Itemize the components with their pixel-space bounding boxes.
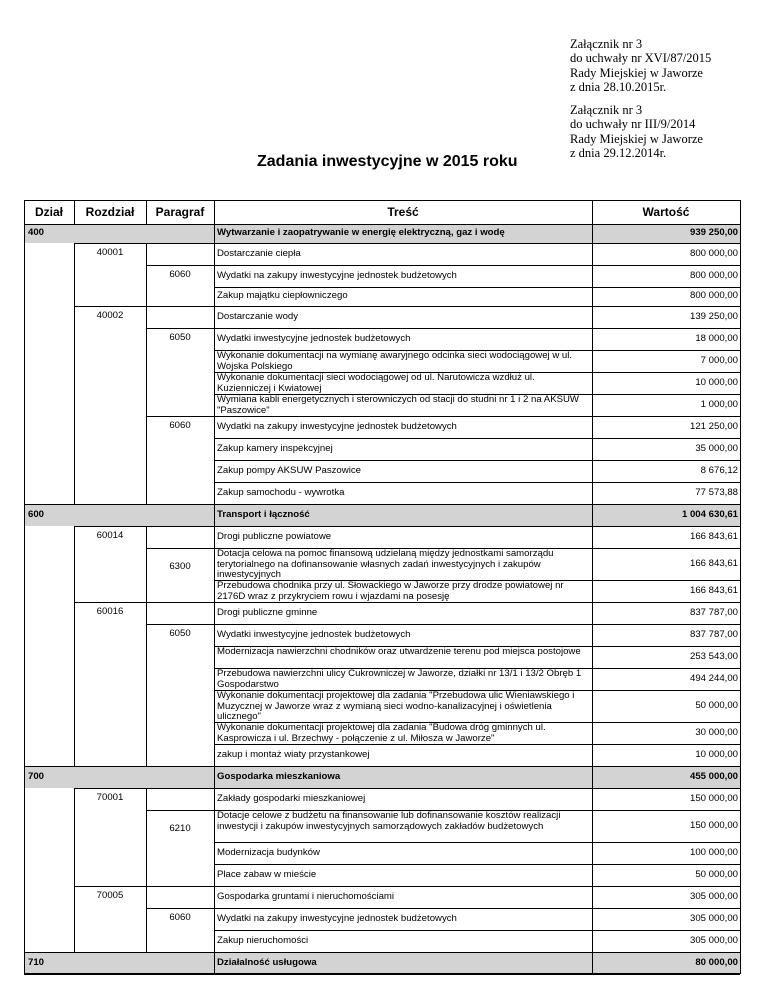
- code-cell: 6060: [169, 912, 191, 923]
- description-cell: [217, 886, 590, 908]
- column-divider: [74, 438, 75, 460]
- description-cell: [217, 646, 590, 668]
- attachment-line: do uchwały nr XVI/87/2015: [570, 51, 712, 66]
- column-divider: [74, 482, 75, 504]
- description-cell: [217, 766, 590, 788]
- description-cell: [217, 416, 590, 438]
- column-divider: [74, 394, 75, 416]
- column-divider: [146, 930, 147, 952]
- code-cell: 400: [28, 227, 45, 239]
- code-cell: 600: [28, 508, 45, 520]
- column-header-rozdzial: Rozdział: [85, 205, 135, 219]
- value-cell: 50 000,00: [695, 868, 738, 880]
- description-cell: [217, 908, 590, 930]
- column-divider: [74, 287, 75, 306]
- description-text: Wykonanie dokumentacji na wymianę awaryjnego odcinka sieci wodociągowej w ul. Wojska Polskiego: [217, 350, 573, 372]
- column-divider: [74, 864, 75, 886]
- value-cell: 455 000,00: [689, 770, 738, 782]
- code-cell: 70001: [96, 792, 124, 803]
- description-cell: [217, 526, 590, 548]
- description-text: Dotacja celowa na pomoc finansową udzielaną między jednostkami samorządu terytorialnego na dofinansowanie własnych zadań inwestycyjnych i zakupów inwestycyjnych: [217, 548, 554, 580]
- description-text: Drogi publiczne powiatowe: [217, 530, 332, 542]
- description-text: Modernizacja budynków: [217, 846, 320, 858]
- code-cell: 40001: [96, 247, 124, 258]
- column-divider: [74, 548, 75, 580]
- code-cell: 6210: [169, 823, 191, 834]
- description-cell: [217, 722, 590, 744]
- column-header-paragraf: Paragraf: [155, 205, 205, 219]
- description-cell: [217, 306, 590, 328]
- column-divider: [74, 580, 75, 602]
- description-text: Zakup kamery inspekcyjnej: [217, 442, 333, 454]
- column-divider: [74, 646, 75, 668]
- attachment-line: Rady Miejskiej w Jaworze: [570, 65, 703, 80]
- value-cell: 253 543,00: [689, 650, 738, 662]
- description-text: Gospodarka mieszkaniowa: [217, 770, 341, 782]
- column-divider: [146, 646, 147, 668]
- value-cell: 10 000,00: [695, 748, 738, 760]
- value-cell: 150 000,00: [689, 819, 738, 831]
- description-text: Działalność usługowa: [217, 956, 317, 968]
- column-divider: [146, 690, 147, 722]
- description-text: Zakup nieruchomości: [217, 934, 309, 946]
- attachment-note-2015: [570, 37, 711, 94]
- value-cell: 77 573,88: [695, 486, 738, 498]
- code-cell: 6060: [169, 269, 191, 280]
- value-cell: 35 000,00: [695, 442, 738, 454]
- description-text: Dostarczanie wody: [217, 310, 299, 322]
- description-cell: [217, 504, 590, 526]
- attachment-note-2014: [570, 103, 703, 160]
- column-divider: [24, 200, 25, 974]
- column-divider: [74, 722, 75, 744]
- description-cell: [217, 328, 590, 350]
- column-divider: [146, 602, 147, 624]
- value-cell: 166 843,61: [689, 584, 738, 596]
- column-divider: [146, 482, 147, 504]
- description-cell: [217, 265, 590, 287]
- description-cell: [217, 548, 590, 580]
- column-divider: [74, 265, 75, 287]
- column-divider: [74, 372, 75, 394]
- column-divider: [74, 810, 75, 842]
- column-divider: [146, 306, 147, 328]
- description-cell: [217, 394, 590, 416]
- description-text: Przebudowa chodnika przy ul. Słowackiego w Jaworze przy drodze powiatowej nr 2176D wraz z przykryciem rowu i wjazdami na posesję: [217, 580, 564, 602]
- description-cell: [217, 930, 590, 952]
- description-text: Dostarczanie ciepła: [217, 247, 301, 259]
- value-cell: 1 000,00: [700, 398, 738, 410]
- column-divider: [740, 200, 741, 974]
- code-cell: 60016: [96, 606, 124, 617]
- value-cell: 837 787,00: [689, 606, 738, 618]
- description-cell: [217, 810, 590, 842]
- column-divider: [146, 842, 147, 864]
- attachment-line: Rady Miejskiej w Jaworze: [570, 131, 703, 146]
- column-divider: [74, 416, 75, 438]
- description-text: zakup i montaż wiaty przystankowej: [217, 748, 370, 760]
- column-divider: [74, 690, 75, 722]
- column-divider: [146, 788, 147, 810]
- description-text: Zakup samochodu - wywrotka: [217, 486, 345, 498]
- description-text: Drogi publiczne gminne: [217, 606, 318, 618]
- description-text: Wydatki inwestycyjne jednostek budżetowych: [217, 628, 411, 640]
- description-cell: [217, 287, 590, 306]
- attachment-line: Załącznik nr 3: [570, 103, 643, 117]
- description-cell: [217, 482, 590, 504]
- value-cell: 100 000,00: [689, 846, 738, 858]
- description-text: Modernizacja nawierzchni chodników oraz utwardzenie terenu pod miejsca postojowe: [217, 646, 581, 657]
- description-cell: [217, 744, 590, 766]
- code-cell: 710: [28, 956, 45, 968]
- value-cell: 80 000,00: [695, 956, 738, 968]
- value-cell: 7 000,00: [700, 354, 738, 366]
- description-text: Dotacje celowe z budżetu na finansowanie lub dofinansowanie kosztów realizacji inwestycji i zakupów inwestycyjnych samorządowych zakładów budżetowych: [217, 810, 561, 832]
- row-divider: [24, 974, 740, 975]
- description-text: Wydatki na zakupy inwestycyjne jednostek budżetowych: [217, 269, 457, 281]
- attachment-line: z dnia 28.10.2015r.: [570, 79, 667, 94]
- column-divider: [146, 287, 147, 306]
- description-cell: [217, 864, 590, 886]
- column-divider: [146, 864, 147, 886]
- value-cell: 1 004 630,61: [681, 508, 738, 520]
- value-cell: 305 000,00: [689, 890, 738, 902]
- column-header-tresc: Treść: [387, 205, 419, 219]
- code-cell: 700: [28, 770, 45, 782]
- value-cell: 800 000,00: [689, 290, 738, 302]
- description-cell: [217, 602, 590, 624]
- description-cell: [217, 243, 590, 265]
- column-divider: [146, 200, 147, 224]
- description-text: Przebudowa nawierzchni ulicy Cukrowniczej w Jaworze, działki nr 13/1 i 13/2 Obręb 1 Gospodarstwo: [217, 668, 582, 690]
- code-cell: 70005: [96, 890, 124, 901]
- column-divider: [74, 460, 75, 482]
- description-cell: [217, 788, 590, 810]
- value-cell: 166 843,61: [689, 557, 738, 569]
- value-cell: 150 000,00: [689, 792, 738, 804]
- description-text: Wykonanie dokumentacji sieci wodociągowej od ul. Narutowicza wzdłuż ul. Kuzienniczej i Kwiatowej: [217, 372, 535, 394]
- description-text: Wykonanie dokumentacji projektowej dla zadania "Przebudowa ulic Wieniawskiego i Muzycznej w Jaworze wraz z wymianą sieci wodno-kanalizacyjnej i oświetlenia ulicznego": [217, 690, 575, 722]
- description-cell: [217, 842, 590, 864]
- value-cell: 30 000,00: [695, 726, 738, 738]
- description-cell: [217, 580, 590, 602]
- description-cell: [217, 952, 590, 974]
- description-text: Wydatki na zakupy inwestycyjne jednostek budżetowych: [217, 420, 457, 432]
- column-divider: [214, 200, 215, 974]
- column-divider: [146, 372, 147, 394]
- code-cell: 40002: [96, 310, 124, 321]
- column-divider: [146, 580, 147, 602]
- column-divider: [146, 394, 147, 416]
- column-divider: [146, 744, 147, 766]
- page-title: Zadania inwestycyjne w 2015 roku: [257, 153, 518, 170]
- value-cell: 18 000,00: [695, 332, 738, 344]
- column-divider: [146, 243, 147, 265]
- value-cell: 837 787,00: [689, 628, 738, 640]
- description-cell: [217, 690, 590, 722]
- column-divider: [74, 350, 75, 372]
- description-text: Gospodarka gruntami i nieruchomościami: [217, 890, 395, 902]
- column-divider: [74, 744, 75, 766]
- column-divider: [146, 668, 147, 690]
- value-cell: 166 843,61: [689, 530, 738, 542]
- code-cell: 6050: [169, 628, 191, 639]
- description-cell: [217, 438, 590, 460]
- attachment-line: Załącznik nr 3: [570, 37, 643, 51]
- value-cell: 800 000,00: [689, 247, 738, 259]
- column-divider: [74, 930, 75, 952]
- description-cell: [217, 350, 590, 372]
- value-cell: 800 000,00: [689, 269, 738, 281]
- column-divider: [74, 624, 75, 646]
- value-cell: 494 244,00: [689, 672, 738, 684]
- value-cell: 305 000,00: [689, 912, 738, 924]
- column-divider: [74, 668, 75, 690]
- code-cell: 6060: [169, 420, 191, 431]
- description-text: Zakup majątku ciepłowniczego: [217, 290, 348, 302]
- column-divider: [74, 328, 75, 350]
- code-cell: 60014: [96, 530, 124, 541]
- column-divider: [146, 350, 147, 372]
- value-cell: 8 676,12: [700, 464, 738, 476]
- description-text: Wykonanie dokumentacji projektowej dla zadania "Budowa dróg gminnych ul. Kasprowicza i ul. Brzechwy - połączenie z ul. Miłosza w Jaworze": [217, 722, 546, 744]
- column-divider: [74, 842, 75, 864]
- column-divider: [74, 200, 75, 224]
- description-text: Wytwarzanie i zaopatrywanie w energię elektryczną, gaz i wodę: [217, 227, 505, 239]
- value-cell: 939 250,00: [689, 227, 738, 239]
- column-divider: [74, 908, 75, 930]
- attachment-line: do uchwały nr III/9/2014: [570, 117, 696, 132]
- attachment-line: z dnia 29.12.2014r.: [570, 145, 667, 160]
- column-divider: [146, 886, 147, 908]
- description-cell: [217, 224, 590, 243]
- column-divider: [146, 526, 147, 548]
- description-cell: [217, 372, 590, 394]
- code-cell: 6300: [169, 561, 191, 572]
- column-divider: [146, 722, 147, 744]
- value-cell: 50 000,00: [695, 699, 738, 711]
- row-divider: [24, 200, 740, 201]
- description-text: Wymiana kabli energetycznych i sterowniczych od stacji do studni nr 1 i 2 na AKSUW "Paszowice": [217, 394, 579, 416]
- description-text: Zakłady gospodarki mieszkaniowej: [217, 792, 366, 804]
- column-divider: [146, 438, 147, 460]
- column-header-wartosc: Wartość: [642, 205, 690, 219]
- investment-table: [24, 200, 740, 968]
- code-cell: 6050: [169, 332, 191, 343]
- description-text: Transport i łączność: [217, 508, 310, 520]
- description-cell: [217, 460, 590, 482]
- value-cell: 121 250,00: [689, 420, 738, 432]
- description-text: Wydatki na zakupy inwestycyjne jednostek budżetowych: [217, 912, 457, 924]
- value-cell: 139 250,00: [689, 310, 738, 322]
- value-cell: 305 000,00: [689, 934, 738, 946]
- description-text: Wydatki inwestycyjne jednostek budżetowych: [217, 332, 411, 344]
- description-text: Zakup pompy AKSUW Paszowice: [217, 464, 361, 476]
- description-cell: [217, 668, 590, 690]
- column-header-dzial: Dział: [34, 205, 63, 219]
- description-text: Place zabaw w mieście: [217, 868, 317, 880]
- description-cell: [217, 624, 590, 646]
- value-cell: 10 000,00: [695, 376, 738, 388]
- column-divider: [146, 460, 147, 482]
